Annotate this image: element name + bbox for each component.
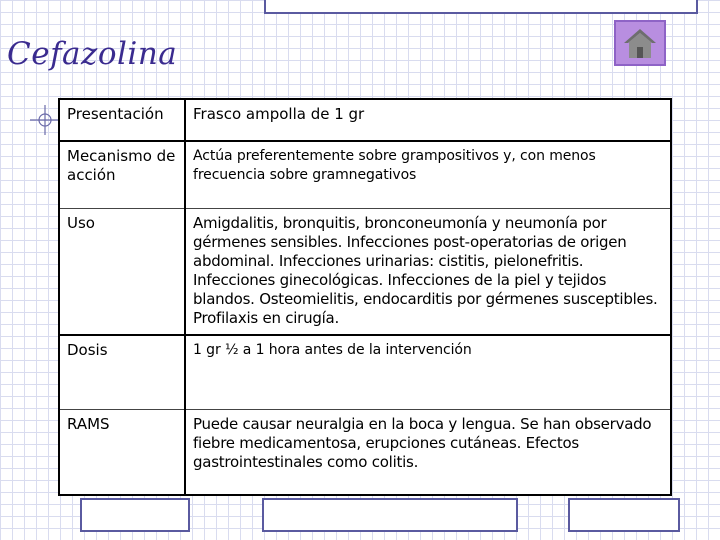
decor-band-top: [264, 0, 698, 14]
table-row: [59, 335, 671, 409]
table-row: [59, 99, 671, 141]
row-label-mecanismo: Mecanismo de acción: [59, 141, 185, 208]
table-row: [59, 409, 671, 495]
row-label-presentacion: Presentación: [59, 99, 185, 141]
row-value-presentacion: Frasco ampolla de 1 gr: [185, 99, 671, 141]
table-row: [59, 141, 671, 208]
decor-band-bottom-center: [262, 498, 518, 532]
row-label-rams: RAMS: [59, 409, 185, 495]
decor-band-bottom-left: [80, 498, 190, 532]
table-row: [59, 208, 671, 335]
page-title: Cefazolina: [7, 36, 178, 72]
row-value-uso: Amigdalitis, bronquitis, bronconeumonía y neumonía por gérmenes sensibles. Infecciones post-operatorias de origen abdominal. Infecciones urinarias: cistitis, pielonefritis. Infecciones ginecológicas. Infecciones de la piel y tejidos blandos. Osteomielitis, endocarditis por gérmenes susceptibles. Profilaxis en cirugía.: [185, 208, 671, 335]
drug-info-table: [58, 98, 672, 496]
row-value-rams: Puede causar neuralgia en la boca y lengua. Se han observado fiebre medicamentosa, erupciones cutáneas. Efectos gastrointestinales como colitis.: [185, 409, 671, 495]
home-icon: [621, 25, 659, 61]
row-label-uso: Uso: [59, 208, 185, 335]
home-button[interactable]: [614, 20, 666, 66]
row-label-dosis: Dosis: [59, 335, 185, 409]
decor-band-bottom-right: [568, 498, 680, 532]
row-value-mecanismo: Actúa preferentemente sobre grampositivos y, con menos frecuencia sobre gramnegativos: [185, 141, 671, 208]
row-value-dosis: 1 gr ½ a 1 hora antes de la intervención: [185, 335, 671, 409]
crosshair-decoration: [30, 105, 60, 135]
